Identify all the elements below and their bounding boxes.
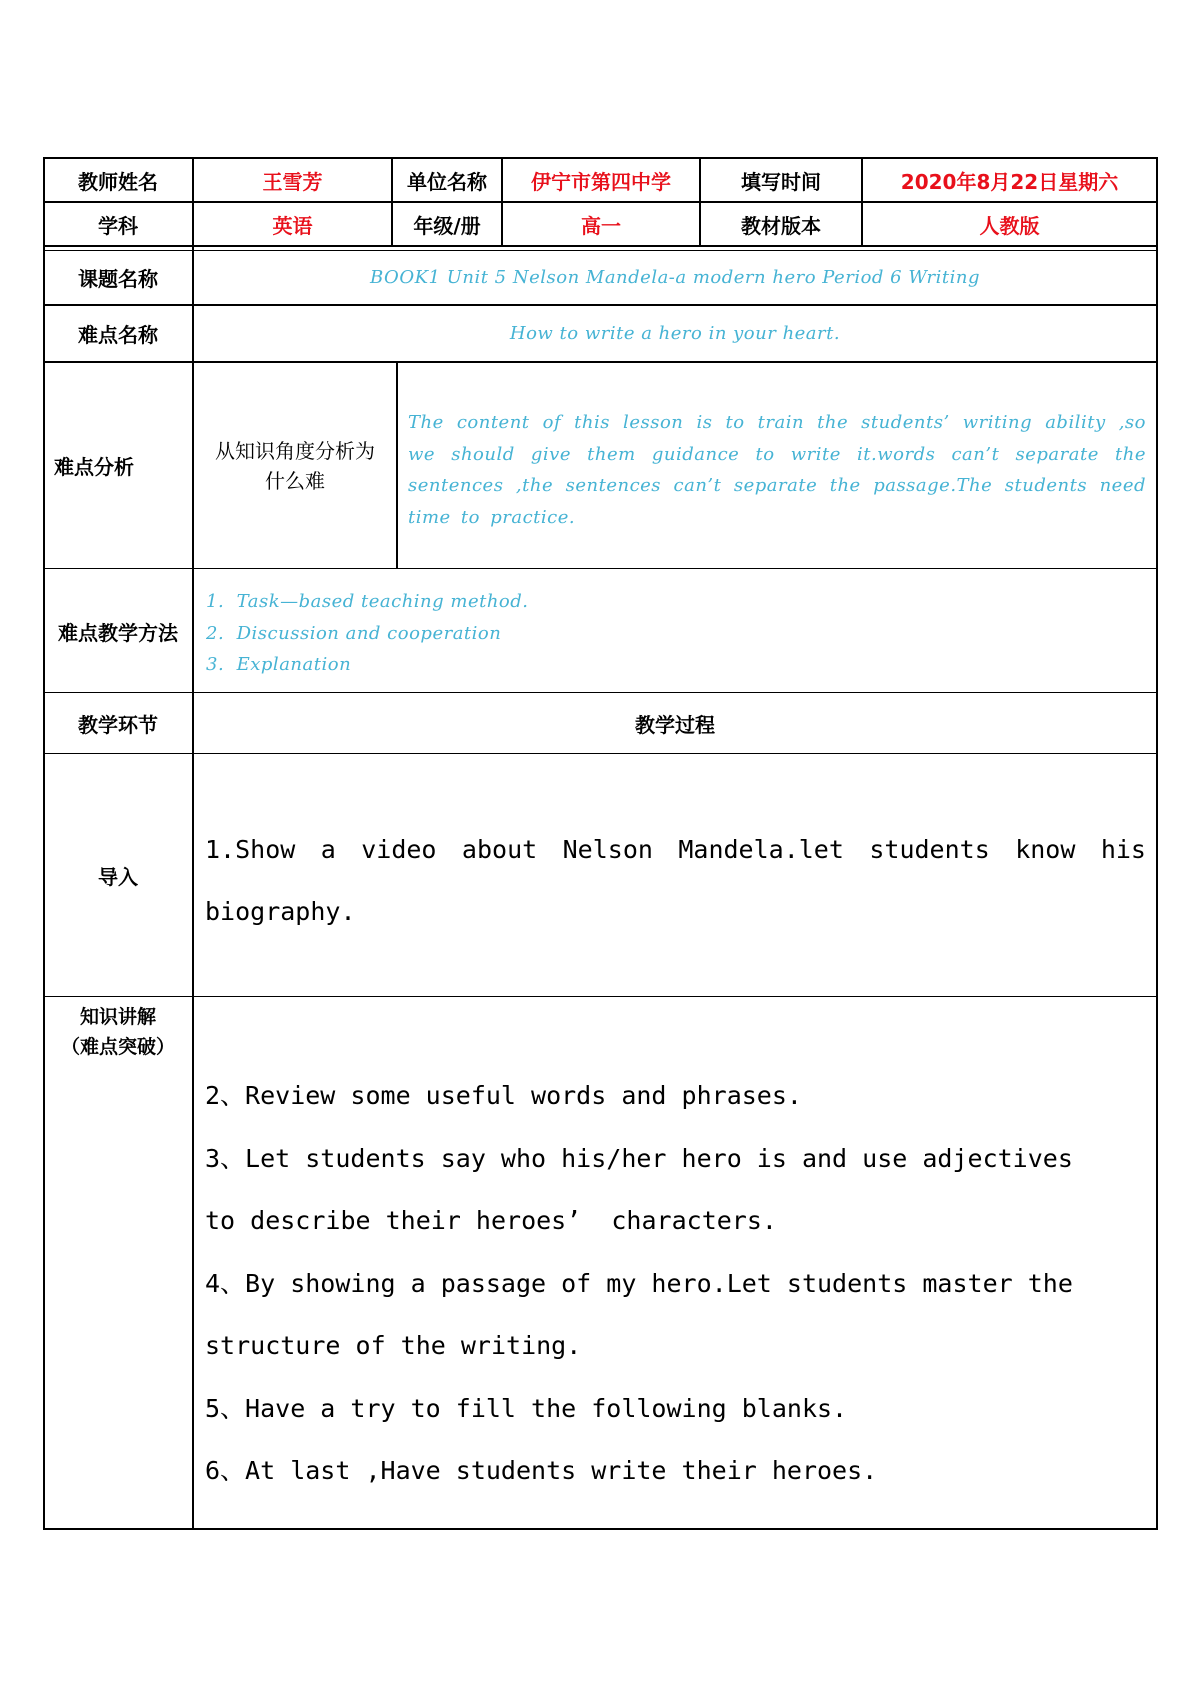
topic-value: BOOK1 Unit 5 Nelson Mandela-a modern hero Period 6 Writing bbox=[370, 267, 980, 288]
fill-time-value: 2020年8月22日星期六 bbox=[900, 169, 1119, 194]
knowledge-line: to describe their heroes’ characters. bbox=[205, 1206, 777, 1235]
knowledge-line: 6、At last ,Have students write their heroes. bbox=[205, 1456, 878, 1485]
stage-header-label: 教学环节 bbox=[78, 713, 158, 737]
unit-name-label: 单位名称 bbox=[407, 169, 487, 194]
unit-name-value: 伊宁市第四中学 bbox=[531, 169, 671, 194]
difficulty-value: How to write a hero in your heart. bbox=[509, 323, 841, 344]
knowledge-label bbox=[44, 1002, 192, 1062]
analysis-label: 难点分析 bbox=[54, 455, 134, 479]
intro-line-1: 1.Show a video about Nelson Mandela.let students know his bbox=[205, 835, 1146, 864]
knowledge-label-line-2: （难点突破） bbox=[60, 1036, 175, 1058]
difficulty-label: 难点名称 bbox=[78, 323, 158, 347]
row-divider bbox=[44, 692, 1158, 693]
table-border-bottom bbox=[44, 1528, 1158, 1530]
knowledge-line: 2、Review some useful words and phrases. bbox=[205, 1081, 802, 1110]
col-divider bbox=[396, 361, 398, 568]
row-divider bbox=[44, 753, 1158, 754]
fill-time-label: 填写时间 bbox=[741, 169, 821, 194]
knowledge-line: 4、By showing a passage of my hero.Let students master the bbox=[205, 1268, 1073, 1298]
intro-label: 导入 bbox=[98, 865, 138, 889]
subject-label: 学科 bbox=[98, 213, 138, 238]
row-divider bbox=[44, 568, 1158, 569]
teacher-name-value: 王雪芳 bbox=[262, 169, 323, 194]
knowledge-line: structure of the writing. bbox=[205, 1331, 582, 1360]
knowledge-lines bbox=[205, 1074, 1146, 1512]
method-item: 1. Task—based teaching method. bbox=[206, 591, 529, 612]
process-header-label: 教学过程 bbox=[635, 713, 715, 737]
intro-line-2: biography. bbox=[205, 897, 356, 926]
methods-list bbox=[206, 586, 1146, 681]
topic-label: 课题名称 bbox=[78, 267, 158, 291]
knowledge-line: 5、Have a try to fill the following blanks. bbox=[205, 1393, 848, 1423]
edition-label: 教材版本 bbox=[741, 213, 821, 238]
col-divider bbox=[192, 157, 194, 1530]
grade-value: 高一 bbox=[581, 213, 621, 238]
knowledge-label-line-1: 知识讲解 bbox=[79, 1006, 156, 1028]
teacher-name-label: 教师姓名 bbox=[78, 169, 158, 194]
knowledge-line: 3、Let students say who his/her hero is and use adjectives bbox=[205, 1143, 1073, 1173]
analysis-sub-label: 从知识角度分析为什么难 bbox=[215, 438, 375, 493]
edition-value: 人教版 bbox=[979, 213, 1040, 238]
row-divider bbox=[44, 996, 1158, 997]
grade-label: 年级/册 bbox=[413, 213, 481, 238]
row-divider bbox=[44, 245, 1158, 247]
analysis-text: The content of this lesson is to train the students’ writing ability ,so we should give them guidance to write it.words can’t separate the sentences ,the sentences can’t separate the passage.The students need time to practice. bbox=[408, 412, 1146, 528]
methods-label: 难点教学方法 bbox=[58, 620, 178, 645]
method-item: 3. Explanation bbox=[206, 654, 352, 675]
method-item: 2. Discussion and cooperation bbox=[206, 622, 502, 644]
subject-value: 英语 bbox=[272, 213, 313, 238]
